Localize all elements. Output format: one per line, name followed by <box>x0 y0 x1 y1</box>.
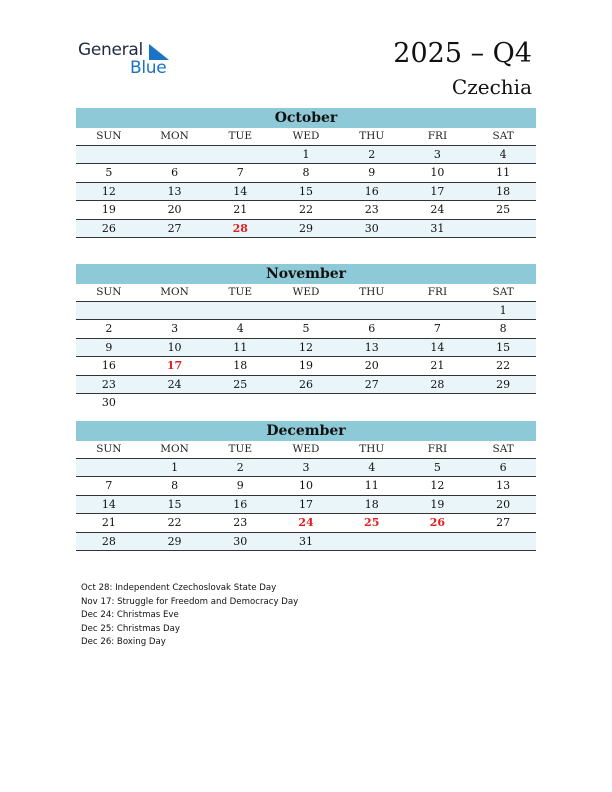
month-october <box>76 108 536 238</box>
day-cell: 4 <box>339 459 405 477</box>
day-cell: 13 <box>339 339 405 357</box>
day-cell: 16 <box>76 357 142 375</box>
day-cell: 25 <box>470 201 536 219</box>
day-cell: 2 <box>339 146 405 164</box>
day-cell: 22 <box>273 201 339 219</box>
day-cell: 10 <box>142 339 208 357</box>
empty-day-cell <box>207 394 273 411</box>
weekday-header: TUE <box>207 284 273 302</box>
day-cell: 17 <box>273 496 339 514</box>
holiday-note: Nov 17: Struggle for Freedom and Democracy Day <box>81 596 299 607</box>
day-cell: 14 <box>405 339 471 357</box>
day-cell: 3 <box>405 146 471 164</box>
empty-day-cell <box>273 302 339 320</box>
day-cell: 23 <box>76 376 142 394</box>
day-cell: 15 <box>470 339 536 357</box>
empty-day-cell <box>142 146 208 164</box>
empty-day-cell <box>405 533 471 551</box>
month-grid <box>76 284 536 411</box>
day-cell: 4 <box>470 146 536 164</box>
day-cell: 25 <box>207 376 273 394</box>
day-cell: 17 <box>142 357 208 375</box>
weekday-header: MON <box>142 128 208 146</box>
day-cell: 31 <box>273 533 339 551</box>
day-cell: 27 <box>142 220 208 238</box>
weekday-header: FRI <box>405 128 471 146</box>
logo-text-blue: Blue <box>130 58 167 78</box>
day-cell: 26 <box>76 220 142 238</box>
day-cell: 12 <box>273 339 339 357</box>
empty-day-cell <box>142 302 208 320</box>
month-grid <box>76 441 536 551</box>
day-cell: 22 <box>142 514 208 532</box>
day-cell: 24 <box>273 514 339 532</box>
day-cell: 13 <box>142 183 208 201</box>
day-cell: 18 <box>339 496 405 514</box>
day-cell: 8 <box>273 164 339 182</box>
day-cell: 28 <box>207 220 273 238</box>
empty-day-cell <box>142 394 208 411</box>
day-cell: 1 <box>470 302 536 320</box>
day-cell: 23 <box>207 514 273 532</box>
day-cell: 11 <box>339 477 405 495</box>
empty-day-cell <box>273 394 339 411</box>
day-cell: 27 <box>470 514 536 532</box>
logo-text-general: General <box>78 40 143 60</box>
day-cell: 29 <box>470 376 536 394</box>
country-name: Czechia <box>451 75 532 99</box>
day-cell: 26 <box>273 376 339 394</box>
day-cell: 9 <box>207 477 273 495</box>
day-cell: 10 <box>273 477 339 495</box>
empty-day-cell <box>76 459 142 477</box>
day-cell: 14 <box>207 183 273 201</box>
day-cell: 21 <box>207 201 273 219</box>
day-cell: 17 <box>405 183 471 201</box>
day-cell: 13 <box>470 477 536 495</box>
empty-day-cell <box>207 146 273 164</box>
day-cell: 11 <box>207 339 273 357</box>
day-cell: 14 <box>76 496 142 514</box>
month-title: October <box>76 108 536 128</box>
weekday-header: FRI <box>405 441 471 459</box>
day-cell: 23 <box>339 201 405 219</box>
day-cell: 7 <box>76 477 142 495</box>
day-cell: 31 <box>405 220 471 238</box>
day-cell: 1 <box>273 146 339 164</box>
weekday-header: MON <box>142 284 208 302</box>
empty-day-cell <box>339 302 405 320</box>
empty-day-cell <box>76 146 142 164</box>
day-cell: 24 <box>142 376 208 394</box>
day-cell: 16 <box>339 183 405 201</box>
day-cell: 7 <box>405 320 471 338</box>
day-cell: 5 <box>273 320 339 338</box>
holiday-note: Oct 28: Independent Czechoslovak State Day <box>81 583 277 593</box>
weekday-header: THU <box>339 441 405 459</box>
day-cell: 24 <box>405 201 471 219</box>
page-title: 2025 – Q4 <box>393 38 532 69</box>
day-cell: 10 <box>405 164 471 182</box>
day-cell: 30 <box>207 533 273 551</box>
day-cell: 30 <box>101 395 116 409</box>
month-title: November <box>76 264 536 284</box>
day-cell: 11 <box>470 164 536 182</box>
empty-day-cell <box>470 533 536 551</box>
day-cell: 25 <box>339 514 405 532</box>
day-cell: 20 <box>470 496 536 514</box>
day-cell: 4 <box>207 320 273 338</box>
empty-day-cell <box>76 302 142 320</box>
empty-day-cell <box>405 302 471 320</box>
weekday-header: TUE <box>207 128 273 146</box>
day-cell: 6 <box>142 164 208 182</box>
day-cell: 26 <box>405 514 471 532</box>
holiday-note: Dec 26: Boxing Day <box>81 637 166 648</box>
day-cell: 18 <box>207 357 273 375</box>
weekday-header: WED <box>273 128 339 146</box>
holiday-note: Dec 25: Christmas Day <box>81 623 180 634</box>
month-november <box>76 264 536 411</box>
day-cell: 20 <box>142 201 208 219</box>
day-cell: 9 <box>339 164 405 182</box>
weekday-header: THU <box>339 284 405 302</box>
weekday-header: SUN <box>76 284 142 302</box>
day-cell: 8 <box>470 320 536 338</box>
day-cell: 27 <box>339 376 405 394</box>
holiday-list <box>81 582 298 650</box>
day-cell: 29 <box>142 533 208 551</box>
day-cell: 9 <box>76 339 142 357</box>
day-cell: 12 <box>76 183 142 201</box>
day-cell: 30 <box>339 220 405 238</box>
day-cell: 6 <box>339 320 405 338</box>
day-cell: 28 <box>405 376 471 394</box>
weekday-header: TUE <box>207 441 273 459</box>
day-cell: 6 <box>470 459 536 477</box>
day-cell: 21 <box>405 357 471 375</box>
weekday-header: WED <box>273 441 339 459</box>
day-cell: 15 <box>142 496 208 514</box>
weekday-header: WED <box>273 284 339 302</box>
day-cell: 8 <box>142 477 208 495</box>
day-cell: 12 <box>405 477 471 495</box>
empty-day-cell <box>339 533 405 551</box>
month-grid <box>76 128 536 238</box>
day-cell: 28 <box>76 533 142 551</box>
day-cell: 15 <box>273 183 339 201</box>
weekday-header: SAT <box>470 284 536 302</box>
day-cell: 18 <box>470 183 536 201</box>
day-cell: 16 <box>207 496 273 514</box>
weekday-header: SAT <box>470 441 536 459</box>
day-cell: 5 <box>405 459 471 477</box>
day-cell: 1 <box>142 459 208 477</box>
day-cell: 19 <box>405 496 471 514</box>
empty-day-cell <box>339 394 405 411</box>
day-cell: 3 <box>273 459 339 477</box>
day-cell: 29 <box>273 220 339 238</box>
day-cell: 22 <box>470 357 536 375</box>
empty-day-cell <box>470 220 536 238</box>
weekday-header: SUN <box>76 441 142 459</box>
day-cell: 5 <box>76 164 142 182</box>
day-cell: 21 <box>76 514 142 532</box>
day-cell: 19 <box>76 201 142 219</box>
brand-logo <box>78 40 178 80</box>
empty-day-cell <box>405 394 471 411</box>
empty-day-cell <box>470 394 536 411</box>
day-cell: 19 <box>273 357 339 375</box>
day-cell: 20 <box>339 357 405 375</box>
month-december <box>76 421 536 551</box>
empty-day-cell <box>207 302 273 320</box>
weekday-header: FRI <box>405 284 471 302</box>
holiday-note: Dec 24: Christmas Eve <box>81 610 179 621</box>
weekday-header: SUN <box>76 128 142 146</box>
day-cell: 7 <box>207 164 273 182</box>
day-cell: 3 <box>142 320 208 338</box>
weekday-header: THU <box>339 128 405 146</box>
day-cell: 2 <box>76 320 142 338</box>
month-title: December <box>76 421 536 441</box>
weekday-header: MON <box>142 441 208 459</box>
day-cell: 2 <box>207 459 273 477</box>
weekday-header: SAT <box>470 128 536 146</box>
